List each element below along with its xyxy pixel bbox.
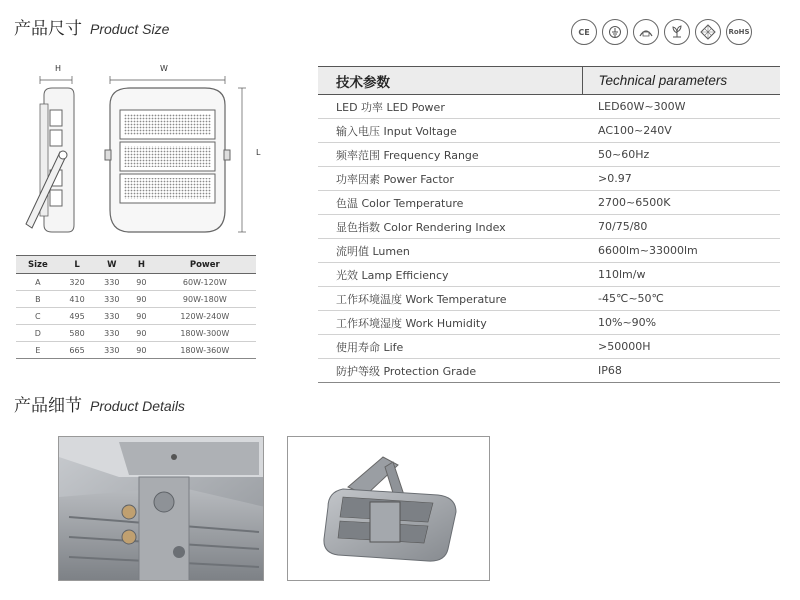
table-row [318,95,780,119]
cell-size: C [16,308,60,325]
table-row [318,263,780,287]
param-value: >0.97 [582,167,780,191]
table-row [318,311,780,335]
table-row [16,342,256,359]
product-size-title-zh: 产品尺寸 [14,19,82,39]
cell-size: D [16,325,60,342]
cell-power: 90W-180W [154,291,256,308]
header-tech-params-en: Technical parameters [582,67,780,95]
cell-h: 90 [129,342,153,359]
dimension-label-w: W [160,64,168,73]
saso-mark-icon [633,19,659,45]
table-row [16,274,256,291]
param-name: 工作环境温度 Work Temperature [318,287,582,311]
cell-l: 665 [60,342,95,359]
table-row [318,191,780,215]
cell-l: 320 [60,274,95,291]
size-table-header [16,256,256,274]
cell-w: 330 [94,325,129,342]
grid-pattern-icon [695,19,721,45]
dimension-label-l: L [256,148,261,157]
header-size: Size [16,256,60,274]
cell-h: 90 [129,274,153,291]
param-name: 使用寿命 Life [318,335,582,359]
header-w: W [94,256,129,274]
param-value: 50~60Hz [582,143,780,167]
cell-size: B [16,291,60,308]
cell-size: E [16,342,60,359]
header-l: L [60,256,95,274]
ce-mark-icon: CE [571,19,597,45]
rohs-icon: RoHS [726,19,752,45]
cell-w: 330 [94,291,129,308]
param-value: 70/75/80 [582,215,780,239]
product-details-title [14,391,185,416]
cell-l: 495 [60,308,95,325]
cell-w: 330 [94,274,129,291]
table-row [318,167,780,191]
cell-h: 90 [129,291,153,308]
table-row [318,143,780,167]
table-row [318,335,780,359]
table-row [16,291,256,308]
param-value: 110lm/w [582,263,780,287]
param-name: 色温 Color Temperature [318,191,582,215]
size-table [16,255,256,359]
param-value: LED60W~300W [582,95,780,119]
cell-size: A [16,274,60,291]
param-name: 功率因素 Power Factor [318,167,582,191]
cell-l: 580 [60,325,95,342]
ground-safety-icon [602,19,628,45]
cell-w: 330 [94,308,129,325]
param-name: 输入电压 Input Voltage [318,119,582,143]
certification-icons [571,19,752,45]
param-value: -45℃~50℃ [582,287,780,311]
side-view-drawing [20,60,82,240]
param-value: 6600lm~33000lm [582,239,780,263]
param-value: 10%~90% [582,311,780,335]
param-name: 显色指数 Color Rendering Index [318,215,582,239]
param-table-header [318,67,780,95]
cell-l: 410 [60,291,95,308]
param-name: 光效 Lamp Efficiency [318,263,582,287]
product-size-title [14,14,169,39]
eco-leaf-icon [664,19,690,45]
param-value: AC100~240V [582,119,780,143]
cell-h: 90 [129,308,153,325]
table-row [16,325,256,342]
param-name: 流明值 Lumen [318,239,582,263]
param-value: >50000H [582,335,780,359]
detail-photo-fixture [287,436,490,581]
cell-w: 330 [94,342,129,359]
table-row [318,359,780,383]
param-value: 2700~6500K [582,191,780,215]
cell-h: 90 [129,325,153,342]
table-row [318,119,780,143]
cell-power: 120W-240W [154,308,256,325]
param-value: IP68 [582,359,780,383]
cell-power: 180W-360W [154,342,256,359]
front-view-drawing [100,60,270,240]
table-row [318,239,780,263]
header-h: H [129,256,153,274]
product-details-title-en: Product Details [90,398,185,414]
table-row [318,287,780,311]
param-name: 频率范围 Frequency Range [318,143,582,167]
param-name: LED 功率 LED Power [318,95,582,119]
table-row [16,308,256,325]
table-row [318,215,780,239]
param-name: 工作环境湿度 Work Humidity [318,311,582,335]
product-details-title-zh: 产品细节 [14,396,82,416]
product-size-title-en: Product Size [90,21,170,37]
header-tech-params-zh: 技术参数 [318,67,582,95]
header-power: Power [154,256,256,274]
detail-photo-closeup [58,436,264,581]
cell-power: 60W-120W [154,274,256,291]
param-name: 防护等级 Protection Grade [318,359,582,383]
cell-power: 180W-300W [154,325,256,342]
technical-parameters-table [318,66,780,383]
dimension-label-h: H [55,64,62,73]
